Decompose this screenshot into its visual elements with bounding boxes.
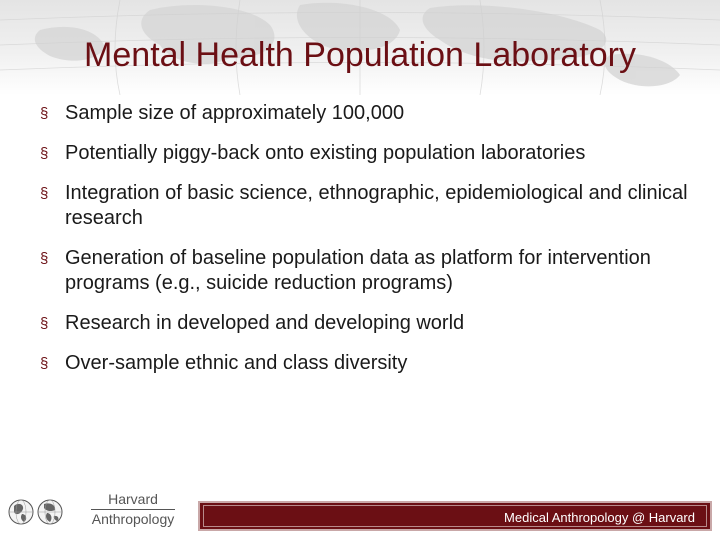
bullet-item [40, 141, 700, 166]
logo-line-1: Harvard [108, 491, 158, 507]
bullet-text: Sample size of approximately 100,000 [65, 102, 405, 124]
bullet-text: Over-sample ethnic and class diversity [65, 352, 408, 374]
bullet-item [40, 311, 700, 336]
slide-title: Mental Health Population Laboratory [84, 36, 636, 74]
footer-text: Medical Anthropology @ Harvard [504, 510, 695, 525]
bullet-marker: § [40, 250, 49, 267]
footer-bar [198, 501, 712, 531]
bullet-text: Integration of basic science, ethnographic, epidemiological and clinical research [65, 182, 688, 229]
bullet-marker: § [40, 105, 49, 122]
globes-logo-icon [6, 492, 68, 532]
bullet-marker: § [40, 145, 49, 162]
bullet-item [40, 101, 700, 126]
bullet-item [40, 351, 700, 376]
bullet-text: Research in developed and developing world [65, 312, 465, 334]
bullet-marker: § [40, 185, 49, 202]
bullet-text: Potentially piggy-back onto existing population laboratories [65, 142, 586, 164]
bullet-list [40, 101, 700, 391]
harvard-anthropology-logo [83, 490, 183, 528]
bullet-text: Generation of baseline population data as platform for intervention programs (e.g., suicide reduction programs) [65, 247, 651, 294]
bullet-marker: § [40, 355, 49, 372]
logo-line-2: Anthropology [91, 511, 175, 527]
bullet-marker: § [40, 315, 49, 332]
bullet-item [40, 246, 700, 296]
bullet-item [40, 181, 700, 231]
